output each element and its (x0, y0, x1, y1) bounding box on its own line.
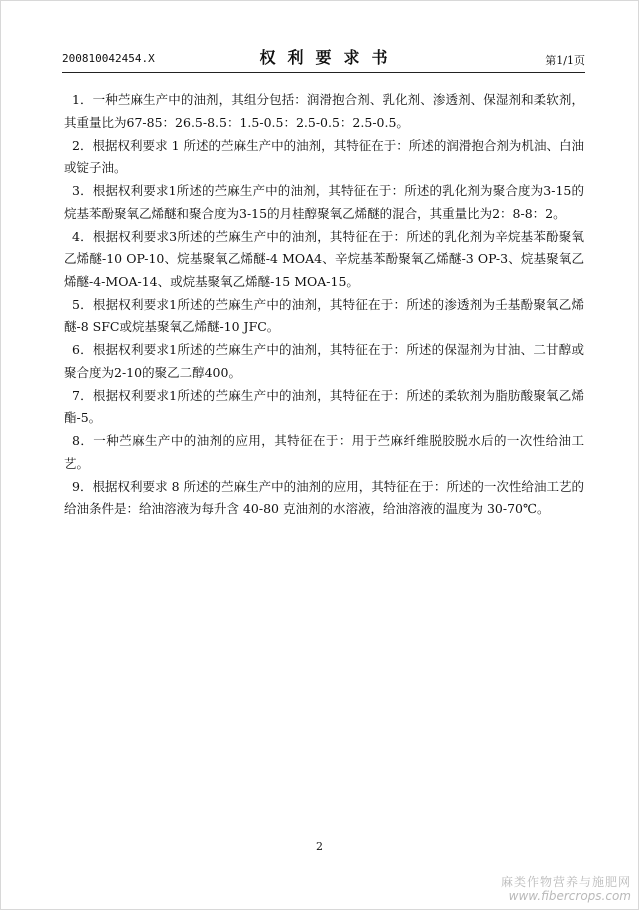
claim-6: 6．根据权利要求1所述的苎麻生产中的油剂，其特征在于：所述的保湿剂为甘油、二甘醇或聚合度为2-10的聚乙二醇400。 (64, 342, 584, 380)
claim-4: 4．根据权利要求3所述的苎麻生产中的油剂，其特征在于：所述的乳化剂为辛烷基苯酚聚氧乙烯醚-10 OP-10、烷基聚氧乙烯醚-4 MOA4、辛烷基苯酚聚氧乙烯醚-3 OP-3、烷基聚氧乙烯醚-4-MOA-14、或烷基聚氧乙烯醚-15 MOA-15。 (64, 228, 584, 289)
claim-3: 3．根据权利要求1所述的苎麻生产中的油剂，其特征在于：所述的乳化剂为聚合度为3-15的烷基苯酚聚氧乙烯醚和聚合度为3-15的月桂醇聚氧乙烯醚的混合，其重量比为2：8-8：2。 (64, 183, 584, 221)
claims-list (64, 89, 584, 521)
claim-7: 7．根据权利要求1所述的苎麻生产中的油剂，其特征在于：所述的柔软剂为脂肪酸聚氧乙烯酯-5。 (64, 387, 584, 425)
claim-5: 5．根据权利要求1所述的苎麻生产中的油剂，其特征在于：所述的渗透剂为壬基酚聚氧乙烯醚-8 SFC或烷基聚氧乙烯醚-10 JFC。 (64, 296, 584, 334)
watermark (501, 875, 631, 903)
page-number: 2 (316, 840, 323, 853)
document-header (62, 44, 585, 74)
claim-9: 9．根据权利要求 8 所述的苎麻生产中的油剂的应用，其特征在于：所述的一次性给油工艺的给油条件是：给油溶液为每升含 40-80 克油剂的水溶液，给油溶液的温度为 30-70℃。 (64, 478, 584, 516)
watermark-site-name: 麻类作物营养与施肥网 (500, 875, 631, 889)
claim-8: 8．一种苎麻生产中的油剂的应用，其特征在于：用于苎麻纤维脱胶脱水后的一次性给油工艺。 (64, 433, 584, 471)
application-number: 200810042454.X (62, 52, 155, 65)
header-divider (62, 72, 585, 73)
watermark-site-url: www.fibercrops.com (508, 889, 631, 903)
document-title: 权利要求书 (259, 48, 400, 67)
page-count: 第1/1页 (545, 54, 585, 67)
claim-2: 2．根据权利要求 1 所述的苎麻生产中的油剂，其特征在于：所述的润滑抱合剂为机油、白油或锭子油。 (64, 137, 584, 175)
claim-1: 1．一种苎麻生产中的油剂，其组分包括：润滑抱合剂、乳化剂、渗透剂、保湿剂和柔软剂，其重量比为67-85：26.5-8.5：1.5-0.5：2.5-0.5：2.5-0.5。 (64, 92, 584, 130)
